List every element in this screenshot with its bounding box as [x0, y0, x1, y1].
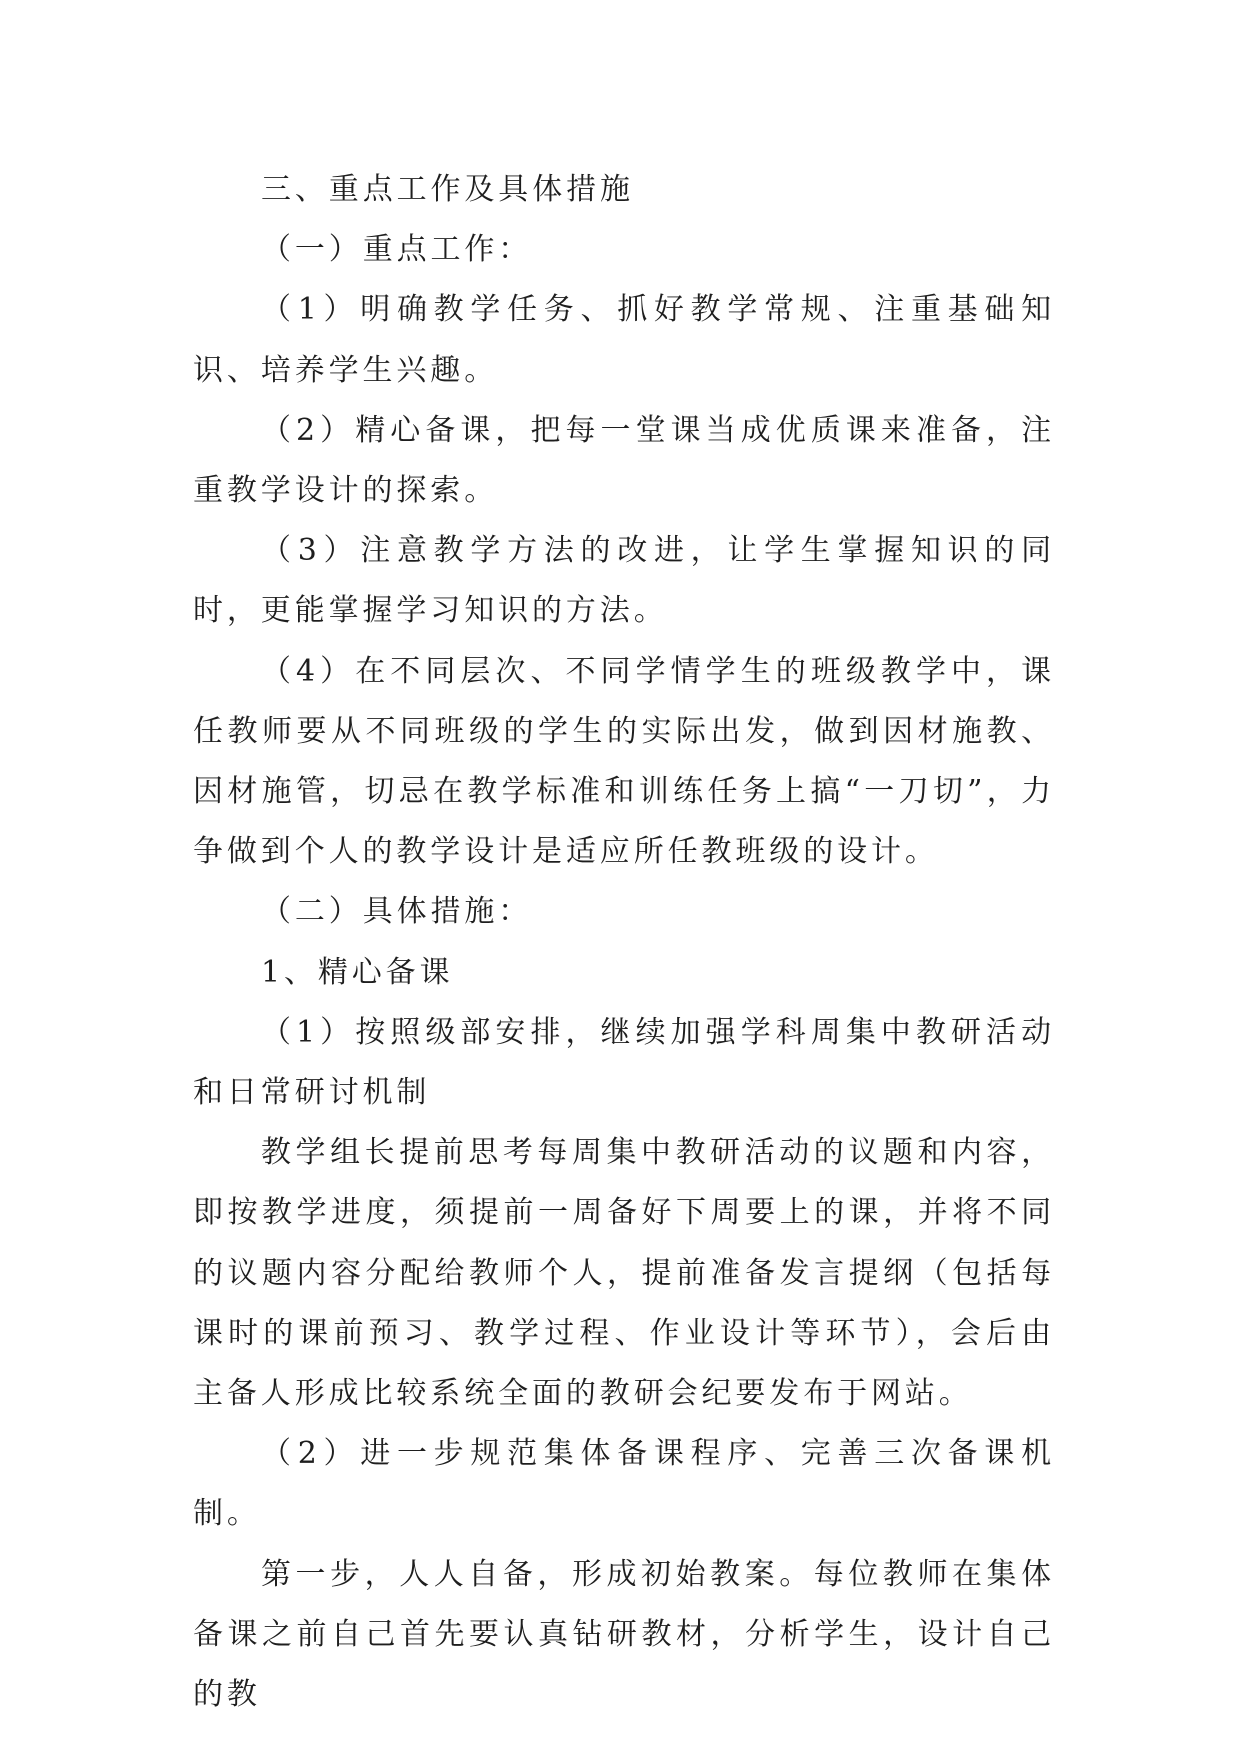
sub-heading-measures: （二）具体措施： — [261, 894, 533, 930]
key-work-point-2: （2）精心备课，把每一堂课当成优质课来准备，注重教学设计的探索。 — [193, 412, 1055, 509]
measure-1-paragraph-1: 教学组长提前思考每周集中教研活动的议题和内容，即按教学进度，须提前一周备好下周要上的课，并将不同的议题内容分配给教师个人，提前准备发言提纲（包括每课时的课前预习、教学过程、作业设计等环节），会后由主备人形成比较系统全面的教研会纪要发布于网站。 — [193, 1135, 1055, 1412]
key-work-point-1: （1）明确教学任务、抓好教学常规、注重基础知识、培养学生兴趣。 — [193, 292, 1055, 388]
document-body — [193, 160, 1055, 1725]
measure-1-heading: 1、精心备课 — [261, 954, 454, 990]
measure-1-paragraph-2: 第一步，人人自备，形成初始教案。每位教师在集体备课之前自己首先要认真钻研教材，分析学生，设计自己的教 — [193, 1556, 1055, 1713]
measure-1-point-2: （2）进一步规范集体备课程序、完善三次备课机制。 — [193, 1436, 1055, 1532]
key-work-point-4: （4）在不同层次、不同学情学生的班级教学中，课任教师要从不同班级的学生的实际出发，做到因材施教、因材施管，切忌在教学标准和训练任务上搞“一刀切”，力争做到个人的教学设计是适应所任教班级的设计。 — [193, 653, 1055, 870]
sub-heading-key-work: （一）重点工作： — [261, 232, 533, 268]
section-heading: 三、重点工作及具体措施 — [261, 172, 634, 207]
key-work-point-3: （3）注意教学方法的改进，让学生掌握知识的同时，更能掌握学习知识的方法。 — [193, 533, 1055, 629]
measure-1-point-1: （1）按照级部安排，继续加强学科周集中教研活动和日常研讨机制 — [193, 1014, 1055, 1111]
